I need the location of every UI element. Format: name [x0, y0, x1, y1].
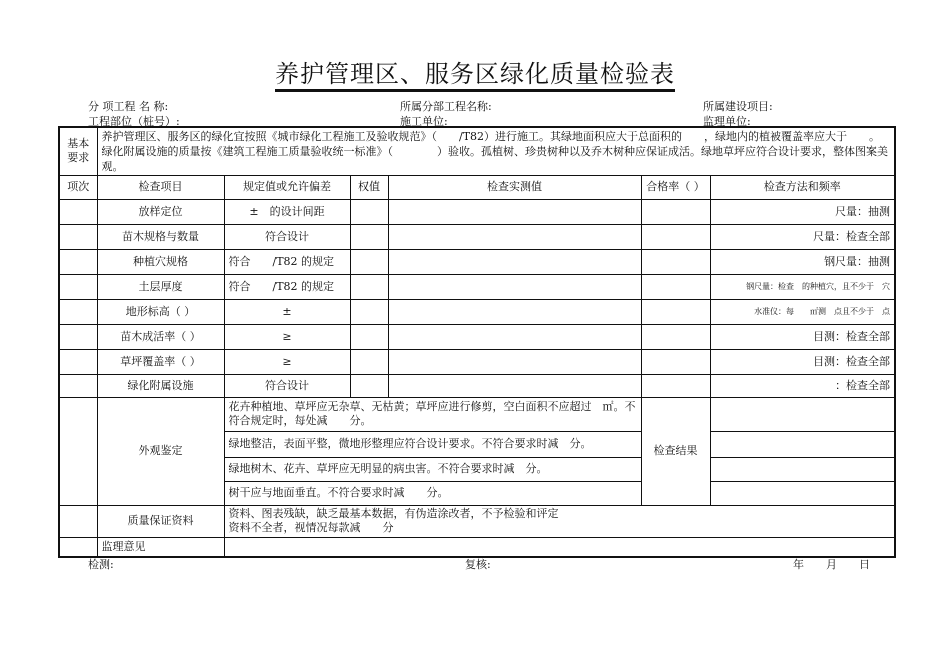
appearance-label: 外观鉴定	[97, 397, 224, 505]
row-spec: 符合 /T82 的规定	[224, 274, 350, 299]
row-spec: ≥	[224, 324, 350, 349]
appearance-item: 树干应与地面垂直。不符合要求时减 分。	[224, 481, 641, 505]
contractor-label: 施工单位:	[400, 115, 448, 128]
basic-requirements-text: 养护管理区、服务区的绿化宜按照《城市绿化工程施工及验收规范》（ /T82）进行施工。其绿地面积应大于总面积的 ，绿地内的植被覆盖率应大于 。绿化附属设施的质量按《建筑工程施工质量验收统一标准》（ ）验收。孤植树、珍贵树种以及乔木树种应保证成活。绿地草坪应符合设计要求，整体图案美观。	[97, 127, 895, 175]
quality-docs-text	[224, 505, 895, 537]
appearance-item: 绿地整洁，表面平整，微地形整理应符合设计要求。不符合要求时减 分。	[224, 431, 641, 457]
inspector-label: 检测:	[88, 558, 114, 571]
table-row	[59, 374, 895, 397]
row-method: 目测：检查全部	[710, 349, 895, 374]
table-row	[59, 199, 895, 224]
row-method: ：检查全部	[710, 374, 895, 397]
appearance-row	[59, 397, 895, 431]
col-pass-rate-header: 合格率（ ）	[641, 175, 710, 199]
quality-docs-row	[59, 505, 895, 537]
row-item: 苗木成活率（ ）	[97, 324, 224, 349]
project-name-label: 分 项工程 名 称:	[88, 100, 169, 113]
row-method: 尺量：检查全部	[710, 224, 895, 249]
row-method: 尺量：抽测	[710, 199, 895, 224]
basic-requirements-row	[59, 127, 895, 175]
location-label: 工程部位（桩号）:	[88, 115, 180, 128]
table-row	[59, 224, 895, 249]
row-item: 种植穴规格	[97, 249, 224, 274]
supervision-row	[59, 537, 895, 557]
row-spec: 符合 /T82 的规定	[224, 249, 350, 274]
row-spec: ± 的设计间距	[224, 199, 350, 224]
col-weight-header: 权值	[350, 175, 388, 199]
division-label: 所属分部工程名称:	[400, 100, 492, 113]
page-title: 养护管理区、服务区绿化质量检验表	[275, 60, 675, 88]
row-spec: ≥	[224, 349, 350, 374]
col-measured-header: 检查实测值	[388, 175, 641, 199]
row-item: 土层厚度	[97, 274, 224, 299]
row-spec: 符合设计	[224, 374, 350, 397]
reviewer-label: 复核:	[465, 558, 491, 571]
quality-docs-line-2: 资料不全者，视情况每款减 分	[228, 521, 394, 534]
inspection-table	[58, 126, 896, 558]
col-spec-header: 规定值或允许偏差	[224, 175, 350, 199]
basic-requirements-label: 基本要求	[59, 127, 97, 175]
date-label: 年 月 日	[793, 558, 870, 571]
row-method: 钢尺量：检查 的种植穴，且不少于 穴	[710, 274, 895, 299]
col-item-header: 检查项目	[97, 175, 224, 199]
quality-docs-line-1: 资料、图表残缺，缺乏最基本数据，有伪造涂改者，不予检验和评定	[228, 507, 559, 520]
title-underline	[275, 89, 675, 92]
row-method: 钢尺量：抽测	[710, 249, 895, 274]
row-spec: ±	[224, 299, 350, 324]
supervision-label: 监理意见	[97, 537, 224, 557]
table-row	[59, 299, 895, 324]
row-item: 绿化附属设施	[97, 374, 224, 397]
row-method: 目测：检查全部	[710, 324, 895, 349]
column-header-row	[59, 175, 895, 199]
row-item: 放样定位	[97, 199, 224, 224]
table-row	[59, 249, 895, 274]
supervisor-unit-label: 监理单位:	[703, 115, 751, 128]
table-row	[59, 274, 895, 299]
row-item: 苗木规格与数量	[97, 224, 224, 249]
table-row	[59, 324, 895, 349]
row-item: 草坪覆盖率（ ）	[97, 349, 224, 374]
appearance-item: 花卉种植地、草坪应无杂草、无枯黄；草坪应进行修剪，空白面积不应超过 ㎡。不符合规定时，每处减 分。	[224, 397, 641, 431]
table-row	[59, 349, 895, 374]
row-method: 水准仪：每 ㎡测 点且不少于 点	[710, 299, 895, 324]
col-method-header: 检查方法和频率	[710, 175, 895, 199]
appearance-result-label: 检查结果	[641, 397, 710, 505]
quality-docs-label: 质量保证资料	[97, 505, 224, 537]
appearance-item: 绿地树木、花卉、草坪应无明显的病虫害。不符合要求时减 分。	[224, 457, 641, 481]
row-item: 地形标高（ ）	[97, 299, 224, 324]
col-index-header: 项次	[59, 175, 97, 199]
row-spec: 符合设计	[224, 224, 350, 249]
construction-project-label: 所属建设项目:	[703, 100, 773, 113]
